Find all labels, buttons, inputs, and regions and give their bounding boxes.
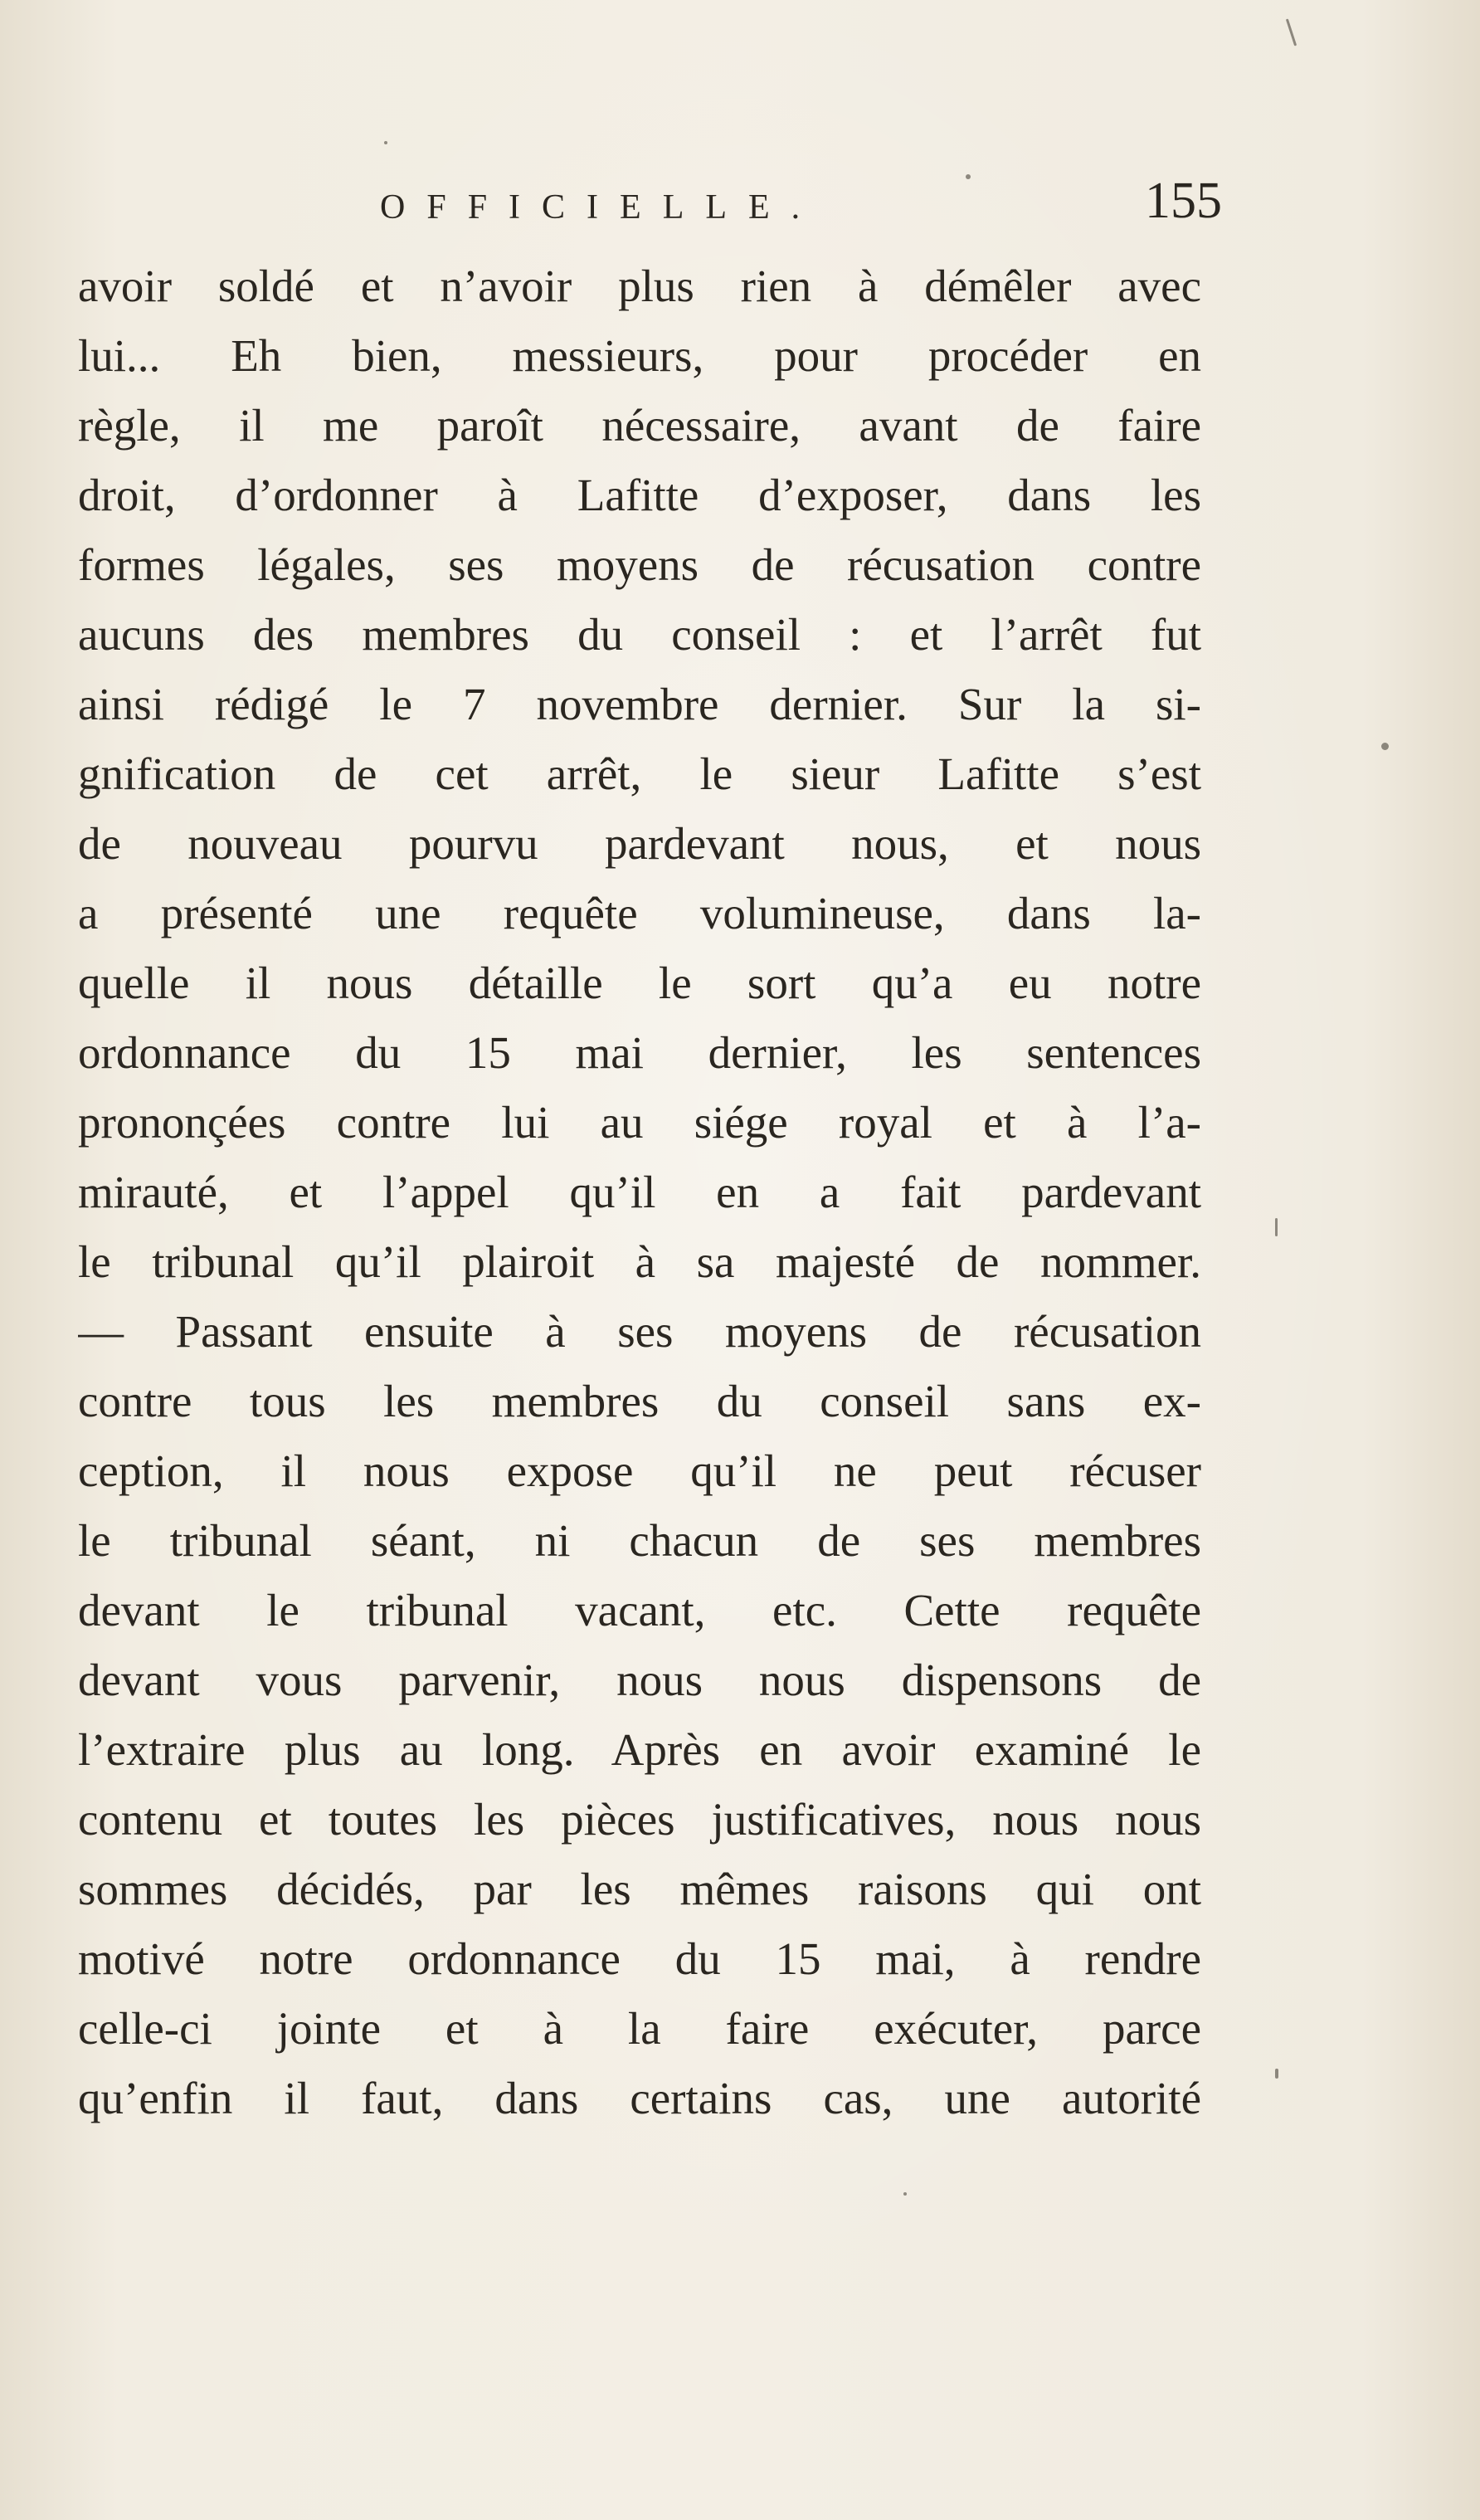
paper-speck [1275,1218,1278,1236]
text-line: devant vous parvenir, nous nous dispensons de [78,1655,1201,1705]
text-line: lui... Eh bien, messieurs, pour procéder en [78,330,1201,381]
text-line: a présenté une requête volumineuse, dans la- [78,888,1201,938]
text-line: prononçées contre lui au siége royal et à l’a- [78,1097,1201,1148]
running-head [0,174,1480,241]
text-line: motivé notre ordonnance du 15 mai, à rendre [78,1933,1201,1984]
text-line: le tribunal séant, ni chacun de ses membres [78,1515,1201,1566]
text-line: aucuns des membres du conseil : et l’arrêt fut [78,609,1201,660]
text-line: ception, il nous expose qu’il ne peut récuser [78,1445,1201,1496]
text-line: gnification de cet arrêt, le sieur Lafitte s’est [78,748,1201,799]
body-text [78,251,1201,2133]
text-line: formes légales, ses moyens de récusation contre [78,539,1201,590]
text-line: de nouveau pourvu pardevant nous, et nous [78,818,1201,869]
page-number: 155 [1145,173,1222,229]
text-line: contenu et toutes les pièces justificatives, nous nous [78,1794,1201,1845]
text-line: mirauté, et l’appel qu’il en a fait pardevant [78,1167,1201,1217]
text-line: droit, d’ordonner à Lafitte d’exposer, dans les [78,470,1201,520]
paper-speck [384,141,387,144]
text-line: qu’enfin il faut, dans certains cas, une autorité [78,2073,1201,2123]
text-line: ainsi rédigé le 7 novembre dernier. Sur la si- [78,679,1201,729]
text-line: contre tous les membres du conseil sans ex- [78,1376,1201,1426]
text-line: — Passant ensuite à ses moyens de récusation [78,1306,1201,1357]
text-line: le tribunal qu’il plairoit à sa majesté de nommer. [78,1236,1201,1287]
paper-speck [1275,2069,1278,2079]
running-title: OFFICIELLE. [380,188,822,227]
paper-speck [903,2192,907,2196]
text-line: quelle il nous détaille le sort qu’a eu notre [78,958,1201,1008]
text-line: ordonnance du 15 mai dernier, les sentences [78,1027,1201,1078]
text-line: avoir soldé et n’avoir plus rien à démêler avec [78,261,1201,311]
text-line: règle, il me paroît nécessaire, avant de faire [78,400,1201,451]
text-line: celle-ci jointe et à la faire exécuter, parce [78,2003,1201,2054]
text-line: sommes décidés, par les mêmes raisons qui ont [78,1864,1201,1914]
paper-speck [1381,743,1389,750]
text-line: l’extraire plus au long. Après en avoir examiné le [78,1724,1201,1775]
paper-speck [1286,18,1297,46]
text-line: devant le tribunal vacant, etc. Cette requête [78,1585,1201,1635]
